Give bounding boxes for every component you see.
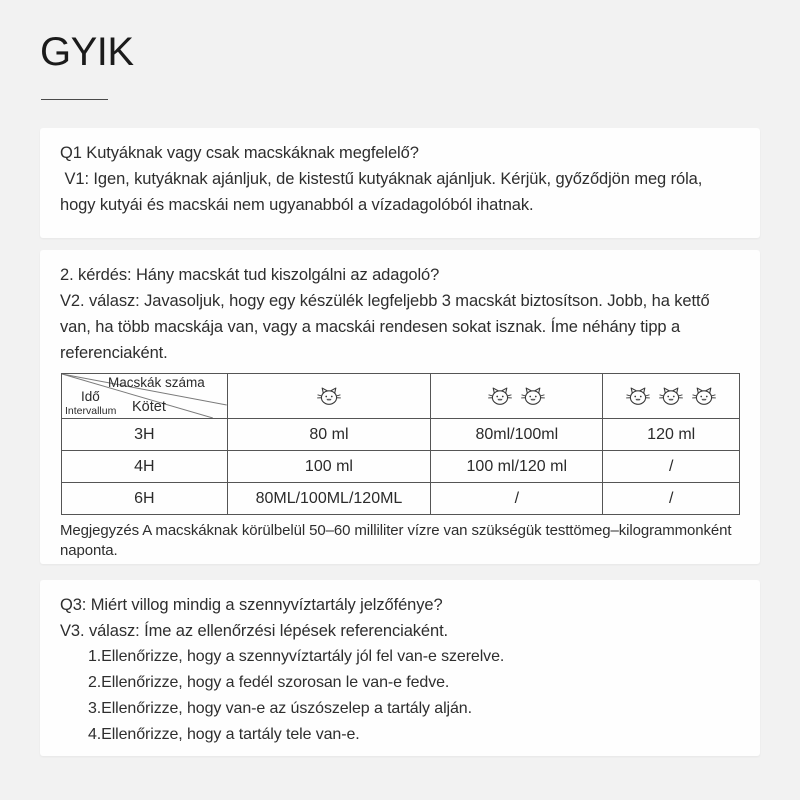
table-row-3h — [62, 419, 740, 451]
cat-face-icon — [521, 386, 545, 406]
faq-card-3 — [40, 580, 760, 756]
faq-card-2 — [40, 250, 760, 564]
cat-icons-group — [488, 386, 545, 406]
header-three-cats — [603, 374, 740, 419]
header-one-cat — [227, 374, 430, 419]
answer-3: V3. válasz: Íme az ellenőrzési lépések referenciaként. — [60, 622, 449, 640]
value-cell: 100 ml/120 ml — [431, 451, 603, 483]
value-cell: / — [603, 483, 740, 515]
cat-icons-group — [317, 386, 341, 406]
corner-label-interval: Intervallum — [65, 405, 117, 417]
cat-face-icon — [317, 386, 341, 406]
value-cell: 100 ml — [227, 451, 430, 483]
time-cell: 3H — [62, 419, 228, 451]
corner-label-cat-count: Macskák száma — [108, 375, 205, 390]
value-cell: / — [431, 483, 603, 515]
value-cell: 80 ml — [227, 419, 430, 451]
step-item-4: 4.Ellenőrizze, hogy a tartály tele van-e. — [88, 726, 360, 743]
time-cell: 4H — [62, 451, 228, 483]
dosage-table — [61, 373, 740, 515]
table-row-4h — [62, 451, 740, 483]
cat-face-icon — [626, 386, 650, 406]
table-corner-cell — [62, 374, 228, 419]
cat-face-icon — [659, 386, 683, 406]
cat-face-icon — [692, 386, 716, 406]
value-cell: 120 ml — [603, 419, 740, 451]
table-row-6h — [62, 483, 740, 515]
faq-card-1 — [40, 128, 760, 238]
page-title: GYIK — [40, 30, 134, 74]
time-cell: 6H — [62, 483, 228, 515]
answer-2: V2. válasz: Javasoljuk, hogy egy készülék legfeljebb 3 macskát biztosítson. Jobb, ha kettő van, ha több macskája van, vagy a macskái rendesen sokat isznak. Íme néhány tipp a referenciaként. — [60, 292, 715, 362]
table-header-row — [62, 374, 740, 419]
title-divider — [41, 99, 108, 100]
corner-label-time: Idő — [81, 389, 100, 404]
corner-label-volume: Kötet — [132, 399, 166, 415]
header-two-cats — [431, 374, 603, 419]
value-cell: 80ml/100ml — [431, 419, 603, 451]
question-3: Q3: Miért villog mindig a szennyvíztartály jelzőfénye? — [60, 596, 443, 614]
steps-list — [88, 644, 740, 748]
cat-icons-group — [626, 386, 716, 406]
step-item-2: 2.Ellenőrizze, hogy a fedél szorosan le van-e fedve. — [88, 674, 450, 691]
value-cell: / — [603, 451, 740, 483]
step-item-1: 1.Ellenőrizze, hogy a szennyvíztartály jól fel van-e szerelve. — [88, 648, 505, 665]
answer-1: V1: Igen, kutyáknak ajánljuk, de kistestű kutyáknak ajánljuk. Kérjük, győződjön meg róla, hogy kutyái és macskái nem ugyanabból a vízadagolóból ihatnak. — [60, 170, 707, 214]
value-cell: 80ML/100ML/120ML — [227, 483, 430, 515]
table-note: Megjegyzés A macskáknak körülbelül 50–60 milliliter vízre van szükségük testtömeg–kilogrammonként naponta. — [60, 522, 732, 559]
question-1: Q1 Kutyáknak vagy csak macskáknak megfelelő? — [60, 144, 419, 162]
step-item-3: 3.Ellenőrizze, hogy van-e az úszószelep a tartály alján. — [88, 700, 472, 717]
cat-face-icon — [488, 386, 512, 406]
question-2: 2. kérdés: Hány macskát tud kiszolgálni az adagoló? — [60, 266, 440, 284]
